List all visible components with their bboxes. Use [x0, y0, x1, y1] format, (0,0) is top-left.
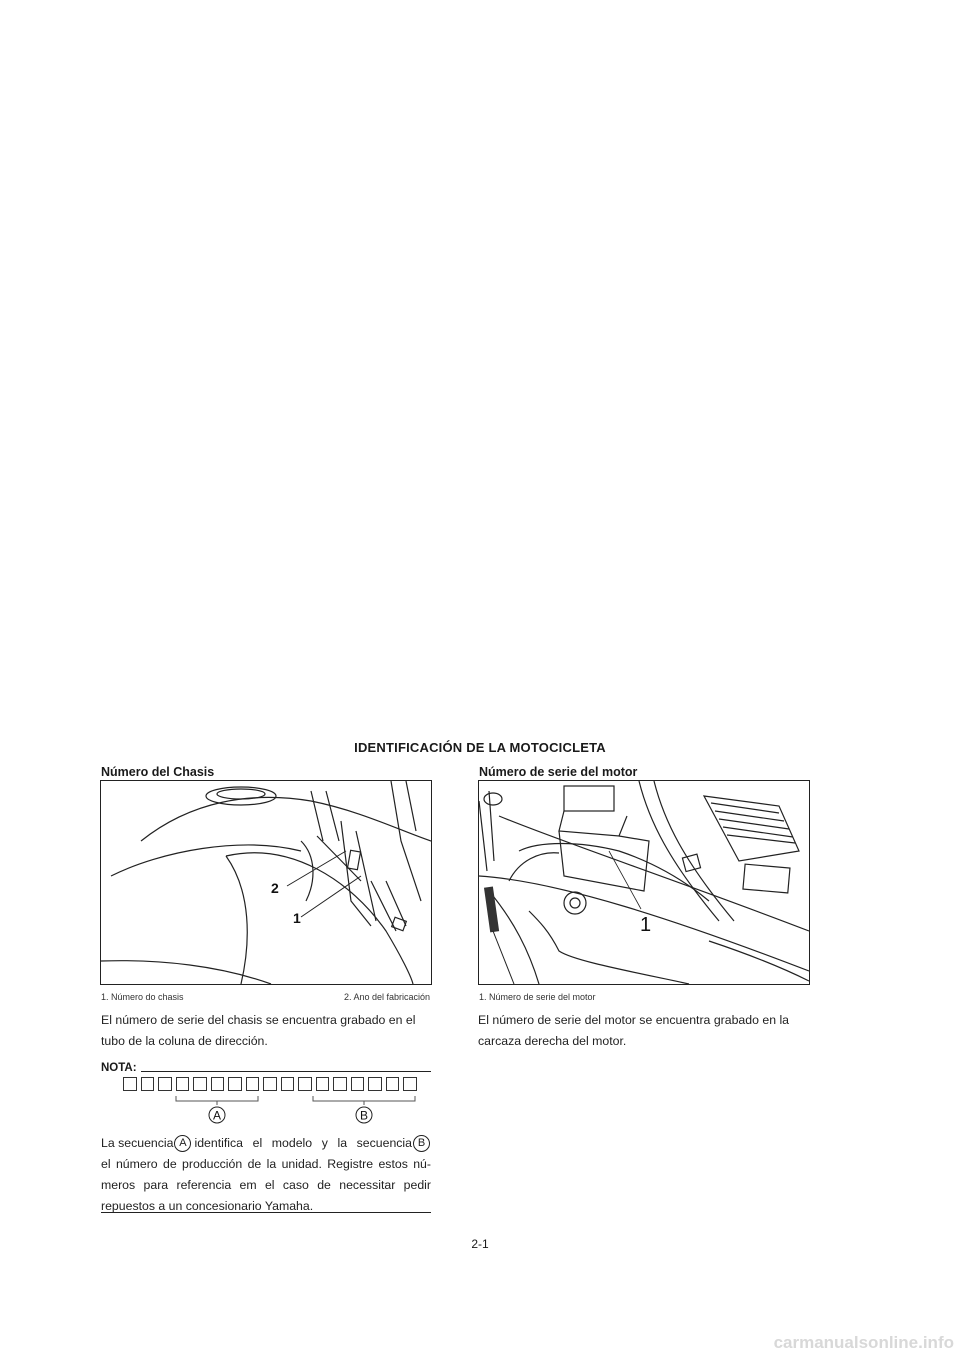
- serial-digit-box: [316, 1077, 330, 1091]
- serial-digit-box: [298, 1077, 312, 1091]
- paragraph-line: tubo de la coluna de dirección.: [101, 1034, 268, 1048]
- nota-paragraph: [101, 1133, 431, 1217]
- callout-1: 1: [293, 910, 301, 926]
- callout-2: 2: [271, 880, 279, 896]
- group-b-letter: B: [359, 1108, 369, 1123]
- serial-digit-box: [403, 1077, 417, 1091]
- nota-circle-b: B: [413, 1135, 430, 1152]
- serial-digit-box: [246, 1077, 260, 1091]
- nota-circle-a: A: [174, 1135, 191, 1152]
- nota-line: repuestos a un concesionario Yamaha.: [101, 1199, 314, 1213]
- engine-subheading: Número de serie del motor: [479, 765, 638, 779]
- serial-digit-box: [176, 1077, 190, 1091]
- caption-engine-number: 1. Número de serie del motor: [479, 992, 596, 1002]
- chassis-photo: [100, 780, 432, 985]
- nota-line: meros para referencia em el caso de necessitar pedir: [101, 1178, 431, 1192]
- nota-bottom-rule: [101, 1212, 431, 1213]
- serial-digit-box: [123, 1077, 137, 1091]
- serial-digit-box: [211, 1077, 225, 1091]
- nota-first-line: [101, 1133, 431, 1154]
- group-brackets: [120, 1092, 430, 1132]
- caption-year: 2. Ano del fabricación: [343, 992, 430, 1002]
- nota-text-part: La secuencia: [101, 1136, 174, 1150]
- paragraph-line: El número de serie del motor se encuentra grabado en la: [478, 1013, 790, 1027]
- engine-paragraph: [478, 1010, 808, 1052]
- nota-top-rule: [141, 1071, 431, 1072]
- serial-digit-box: [333, 1077, 347, 1091]
- serial-digit-box: [351, 1077, 365, 1091]
- chassis-line-illustration: [101, 781, 431, 984]
- chassis-subheading: Número del Chasis: [101, 765, 215, 779]
- serial-box-row: [123, 1077, 417, 1091]
- serial-digit-box: [368, 1077, 382, 1091]
- nota-line: el número de producción de la unidad. Registre estos nú-: [101, 1157, 431, 1171]
- paragraph-line: carcaza derecha del motor.: [478, 1034, 627, 1048]
- group-a-letter: A: [212, 1108, 222, 1123]
- nota-text-part: identifica el modelo y la secuencia: [194, 1136, 412, 1150]
- nota-label: NOTA:: [101, 1062, 137, 1074]
- serial-digit-box: [386, 1077, 400, 1091]
- serial-digit-box: [228, 1077, 242, 1091]
- engine-line-illustration: [479, 781, 809, 984]
- caption-chassis-number: 1. Número do chasis: [101, 992, 184, 1002]
- engine-photo: [478, 780, 810, 985]
- serial-digit-box: [281, 1077, 295, 1091]
- serial-digit-box: [263, 1077, 277, 1091]
- serial-digit-box: [141, 1077, 155, 1091]
- page-number: 2-1: [471, 1237, 489, 1251]
- serial-digit-box: [193, 1077, 207, 1091]
- serial-digit-box: [158, 1077, 172, 1091]
- chassis-paragraph: [101, 1010, 431, 1052]
- callout-1: 1: [640, 914, 652, 936]
- section-title: IDENTIFICACIÓN DE LA MOTOCICLETA: [354, 740, 606, 755]
- paragraph-line: El número de serie del chasis se encuentra grabado en el: [101, 1013, 416, 1027]
- watermark: carmanualsonline.info: [773, 1333, 954, 1352]
